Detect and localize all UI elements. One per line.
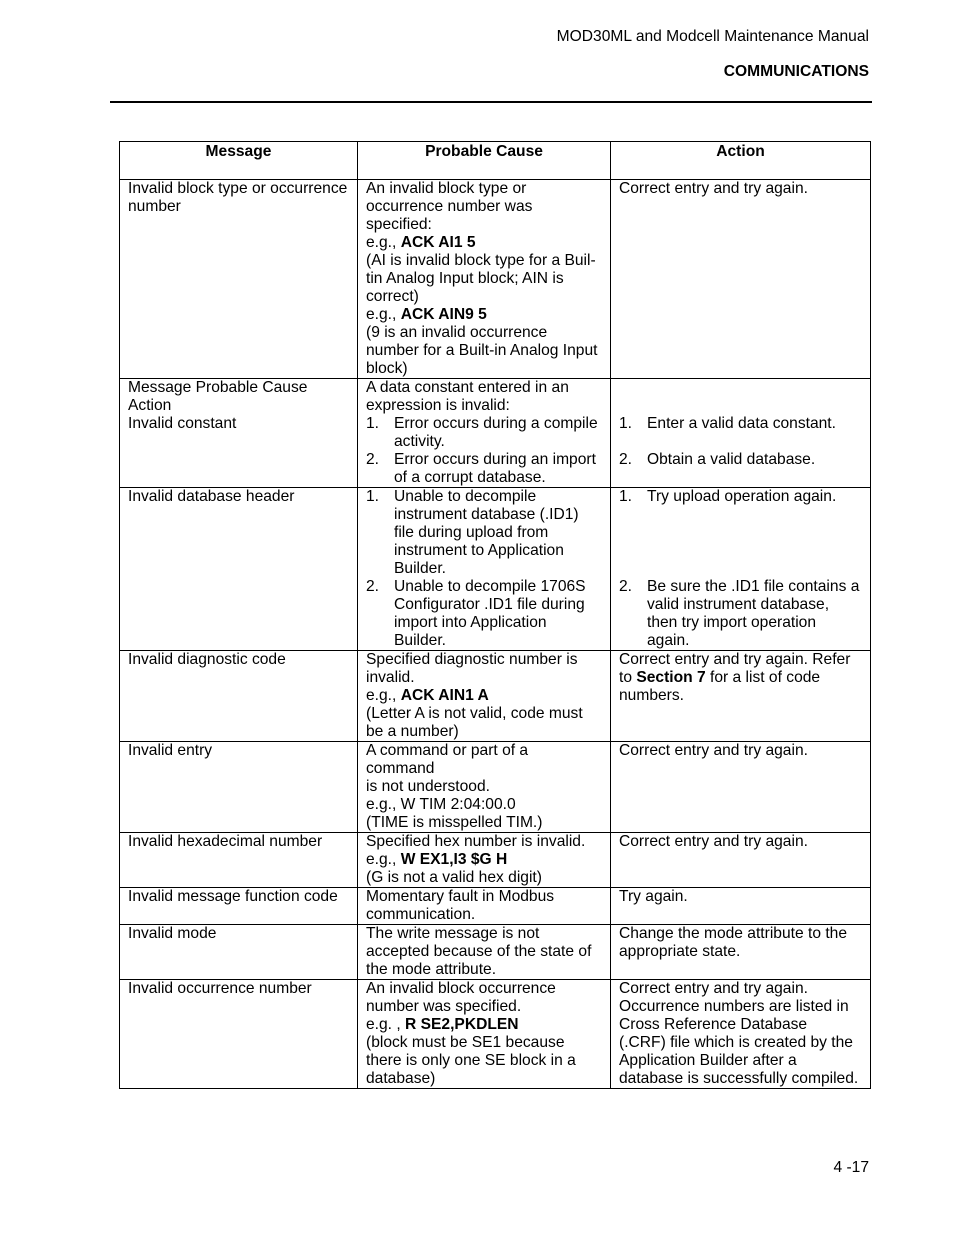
message-text: Invalid occurrence number — [128, 980, 312, 997]
message-text: Invalid mode — [128, 925, 217, 942]
cause-note: (G is not a valid hex digit) — [366, 869, 542, 886]
message-cell — [120, 833, 358, 888]
cause-list-item — [366, 578, 606, 650]
example-command: ACK AIN9 5 — [400, 306, 487, 323]
action-text: Correct entry and try again. — [619, 180, 808, 197]
list-number: 2. — [619, 578, 633, 595]
action-list-item — [619, 415, 866, 433]
table-row — [120, 488, 871, 651]
table-row — [120, 925, 871, 980]
action-text-before: Correct entry and try again. Refer to — [619, 651, 851, 686]
cause-text: The write message is not accepted because of the state of the mode attribute. — [366, 925, 592, 978]
manual-title: MOD30ML and Modcell Maintenance Manual — [556, 28, 869, 45]
cause-text: Momentary fault in Modbus communication. — [366, 888, 555, 923]
cause-list-item — [366, 488, 606, 578]
message-cell — [120, 925, 358, 980]
message-text: Invalid message function code — [128, 888, 338, 905]
cause-example — [366, 234, 606, 252]
table-header-row — [120, 142, 871, 180]
list-text: Unable to decompile instrument database (.ID1) file during upload from instrument to Application Builder. — [394, 488, 579, 577]
cause-note: (block must be SE1 because there is only one SE block in a database) — [366, 1034, 576, 1087]
action-list — [619, 379, 866, 469]
action-text: Correct entry and try again. — [619, 742, 808, 759]
action-list-item — [619, 451, 866, 469]
cause-note: (TIME is misspelled TIM.) — [366, 814, 543, 831]
message-cell — [120, 180, 358, 379]
header-rule — [110, 101, 872, 103]
action-cell — [611, 888, 871, 925]
list-text: Obtain a valid database. — [647, 451, 816, 468]
action-cell — [611, 980, 871, 1089]
column-header-probable-cause: Probable Cause — [358, 142, 611, 180]
list-text: Enter a valid data constant. — [647, 415, 836, 432]
table-row — [120, 651, 871, 742]
probable-cause-cell — [358, 742, 611, 833]
list-text: Error occurs during a compile activity. — [394, 415, 598, 450]
cause-example — [366, 851, 606, 869]
error-message-table — [119, 141, 871, 1089]
cause-list-item — [366, 415, 606, 451]
list-number: 2. — [366, 451, 380, 468]
action-cell — [611, 925, 871, 980]
message-text: Invalid database header — [128, 488, 295, 505]
message-text: Message Probable Cause Action Invalid constant — [128, 379, 308, 432]
action-list-item — [619, 488, 866, 506]
probable-cause-cell — [358, 925, 611, 980]
cause-text: Specified hex number is invalid. — [366, 833, 586, 850]
cause-example — [366, 306, 606, 324]
action-cell — [611, 651, 871, 742]
section-reference: Section 7 — [636, 669, 706, 686]
action-cell — [611, 833, 871, 888]
table-row — [120, 180, 871, 379]
probable-cause-cell — [358, 833, 611, 888]
cause-text: A command or part of a command is not understood. — [366, 742, 529, 795]
example-command: ACK AI1 5 — [400, 234, 476, 251]
message-cell — [120, 488, 358, 651]
cause-list-item — [366, 451, 606, 487]
example-command: W EX1,I3 $G H — [400, 851, 508, 868]
probable-cause-cell — [358, 379, 611, 488]
example-prefix: e.g., — [366, 687, 401, 704]
page-number: 4 -17 — [833, 1159, 869, 1176]
example-prefix: e.g., — [366, 851, 401, 868]
cause-note: (9 is an invalid occurrence number for a Built-in Analog Input block) — [366, 324, 598, 377]
action-list-item — [619, 578, 866, 650]
probable-cause-cell — [358, 888, 611, 925]
table-row — [120, 833, 871, 888]
cause-note: (Letter A is not valid, code must be a number) — [366, 705, 583, 740]
list-text: Try upload operation again. — [647, 488, 837, 505]
example-command: R SE2,PKDLEN — [405, 1016, 519, 1033]
action-text: Change the mode attribute to the appropriate state. — [619, 925, 847, 960]
example-prefix: e.g., — [366, 234, 401, 251]
message-text: Invalid block type or occurrence number — [128, 180, 348, 215]
list-number: 1. — [619, 415, 633, 432]
probable-cause-cell — [358, 651, 611, 742]
action-text-after: for a list of code numbers. — [619, 669, 821, 704]
message-cell — [120, 651, 358, 742]
action-text: Correct entry and try again. — [619, 833, 808, 850]
cause-note: (AI is invalid block type for a Buil- tin Analog Input block; AIN is correct) — [366, 252, 596, 305]
column-header-message: Message — [120, 142, 358, 180]
action-cell — [611, 180, 871, 379]
probable-cause-cell — [358, 488, 611, 651]
table-row — [120, 980, 871, 1089]
cause-example: e.g., W TIM 2:04:00.0 — [366, 796, 516, 813]
action-text — [619, 651, 866, 705]
list-number: 1. — [366, 415, 380, 432]
message-cell — [120, 742, 358, 833]
message-text: Invalid diagnostic code — [128, 651, 286, 668]
message-cell — [120, 379, 358, 488]
cause-text: A data constant entered in an expression is invalid: — [366, 379, 569, 414]
table-row — [120, 742, 871, 833]
action-cell — [611, 379, 871, 488]
list-number: 2. — [366, 578, 380, 595]
probable-cause-cell — [358, 180, 611, 379]
message-text: Invalid hexadecimal number — [128, 833, 323, 850]
cause-text: An invalid block occurrence number was specified. — [366, 980, 556, 1015]
message-cell — [120, 888, 358, 925]
list-text: Error occurs during an import of a corrupt database. — [394, 451, 596, 486]
list-number: 1. — [619, 488, 633, 505]
table-row — [120, 379, 871, 488]
list-number: 1. — [366, 488, 380, 505]
message-cell — [120, 980, 358, 1089]
action-list — [619, 488, 866, 650]
column-header-action: Action — [611, 142, 871, 180]
message-text: Invalid entry — [128, 742, 213, 759]
cause-text: An invalid block type or occurrence number was specified: — [366, 180, 533, 233]
section-title: COMMUNICATIONS — [723, 63, 869, 80]
action-cell — [611, 742, 871, 833]
cause-text: Specified diagnostic number is invalid. — [366, 651, 578, 686]
cause-example — [366, 1016, 606, 1034]
example-prefix: e.g., — [366, 306, 401, 323]
table-row — [120, 888, 871, 925]
action-cell — [611, 488, 871, 651]
action-text: Correct entry and try again. Occurrence numbers are listed in Cross Reference Database (.CRF) file which is created by the Application Builder after a database is successfully compiled. — [619, 980, 859, 1087]
cause-example — [366, 687, 606, 705]
example-command: ACK AIN1 A — [400, 687, 489, 704]
list-text: Unable to decompile 1706S Configurator .ID1 file during import into Application Builder. — [394, 578, 586, 649]
action-text: Try again. — [619, 888, 688, 905]
list-number: 2. — [619, 451, 633, 468]
probable-cause-cell — [358, 980, 611, 1089]
list-text: Be sure the .ID1 file contains a valid instrument database, then try import operation again. — [647, 578, 860, 649]
example-prefix: e.g. , — [366, 1016, 406, 1033]
